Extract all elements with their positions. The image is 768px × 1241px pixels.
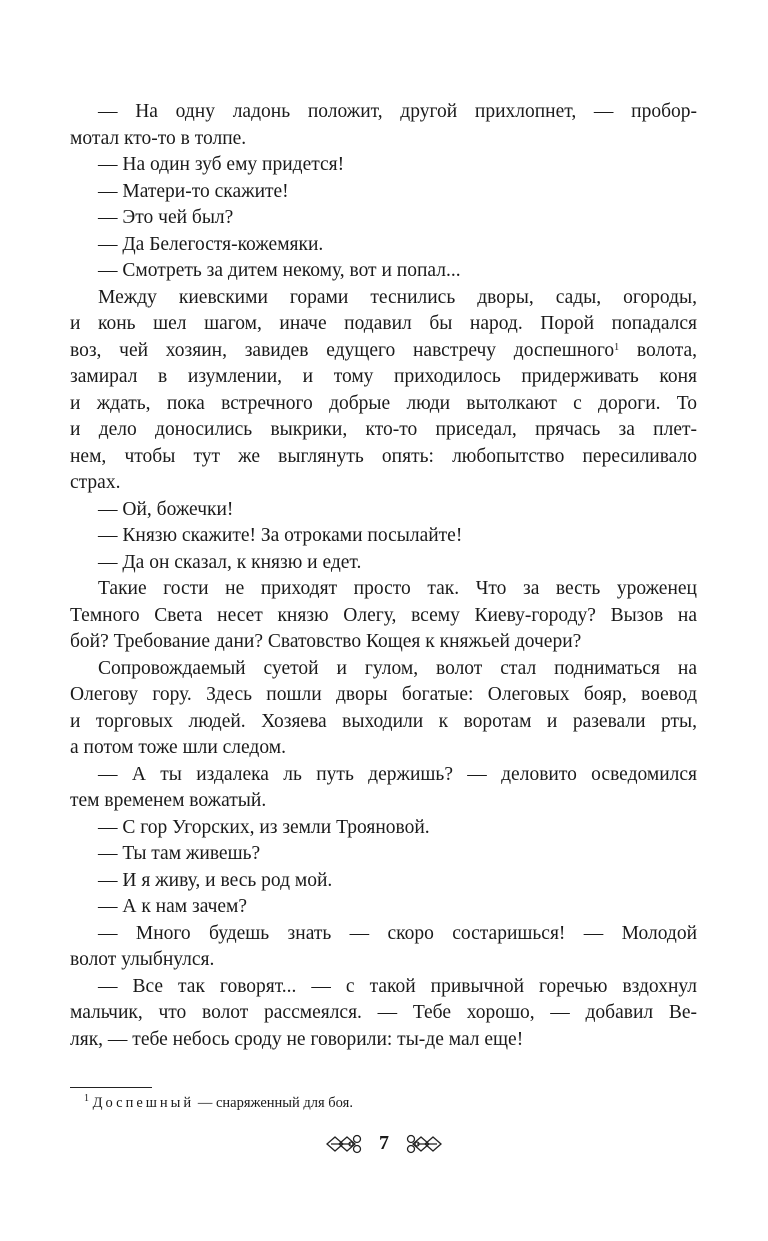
text-line-content: — На один зуб ему придется! [98,154,345,175]
text-line-content: мотал кто-то в толпе. [70,127,247,149]
text-line [70,205,697,232]
text-line [70,417,697,444]
text-line-content: — Все так говорят... — с такой привычной горечью вздохнул [98,975,697,997]
text-line-content: — Это чей был? [98,207,234,228]
text-line-content: Такие гости не приходят просто так. Что за весть уроженец [98,578,697,599]
footnote [84,1095,353,1112]
text-line-content: тем временем вожатый. [70,790,267,811]
footnote-marker: 1 [84,1093,89,1104]
text-line [70,1027,697,1054]
text-line-content: ляк, — тебе небось сроду не говорили: ты-де мал еще! [70,1028,524,1050]
text-line [70,603,697,630]
text-line-content: и конь шел шагом, иначе подавил бы народ. Порой попадался [70,313,697,334]
text-line-content: — Ой, божечки! [98,498,234,520]
text-line [70,99,697,126]
text-line-content: — Да он сказал, к князю и едет. [98,551,362,573]
text-line [70,311,697,338]
text-line-content: мальчик, что волот рассмеялся. — Тебе хорошо, — добавил Ве- [70,1002,697,1023]
text-line-content: — А к нам зачем? [98,896,248,917]
text-line [70,762,697,789]
text-line [70,523,697,550]
text-line [70,497,697,524]
text-line-content: — Да Белегостя-кожемяки. [98,233,324,255]
text-line-content: — Много будешь знать — скоро состаришься! — Молодой [98,922,697,944]
text-line [70,1000,697,1027]
footnote-definition: — снаряженный для боя. [194,1095,353,1111]
text-line-content: нем, чтобы тут же выглянуть опять: любопытство пересиливало [70,445,697,467]
text-line [70,629,697,656]
text-line [70,391,697,418]
text-line [70,815,697,842]
ornament-right-icon [403,1133,443,1155]
text-line-content: и дело доносились выкрики, кто-то приседал, прячась за плет- [70,419,697,440]
body-text [70,99,697,1053]
footnote-divider [70,1087,152,1088]
text-line [70,868,697,895]
text-line-content: страх. [70,472,121,493]
text-line [70,921,697,948]
text-line-content: воз, чей хозяин, завидев едущего навстречу доспешного [70,339,615,361]
text-line [70,735,697,762]
text-line [70,841,697,868]
text-line-content: — Ты там живешь? [98,843,261,864]
text-line [70,947,697,974]
text-line-content: Между киевскими горами теснились дворы, сады, огороды, [98,286,697,308]
text-line [70,258,697,285]
text-line [70,894,697,921]
text-line [70,285,697,312]
text-line-content: а потом тоже шли следом. [70,737,286,758]
text-line-content: — На одну ладонь положит, другой прихлопнет, — пробор- [98,101,697,122]
text-line [70,656,697,683]
text-line-content: — Матери-то скажите! [98,180,289,202]
text-line [70,550,697,577]
text-line [70,179,697,206]
ornament-left-icon [325,1133,365,1155]
page-number: 7 [379,1132,389,1154]
text-line [70,364,697,391]
footnote-term: Доспешный [92,1095,195,1111]
text-line-content: — А ты издалека ль путь держишь? — деловито осведомился [98,763,697,785]
text-line-content: и ждать, пока встречного добрые люди вытолкают с дороги. То [70,392,697,414]
text-line [70,126,697,153]
text-line [70,338,697,365]
text-line-content: — С гор Угорских, из земли Трояновой. [98,816,430,838]
text-line [70,152,697,179]
text-line-content: Темного Света несет князю Олегу, всему Киеву-городу? Вызов на [70,604,697,626]
text-line-content: — И я живу, и весь род мой. [98,869,333,891]
text-line [70,470,697,497]
text-line-content: — Князю скажите! За отроками посылайте! [98,525,463,546]
text-line [70,444,697,471]
text-line [70,576,697,603]
text-line [70,232,697,259]
text-line-content: бой? Требование дани? Сватовство Кощея к княжьей дочери? [70,631,582,652]
text-line-continuation: волота, [619,339,697,361]
text-line-content: Сопровождаемый суетой и гулом, волот стал подниматься на [98,657,697,679]
footnote-reference[interactable]: 1 [614,341,620,353]
text-line [70,974,697,1001]
text-line [70,788,697,815]
text-line-content: замирал в изумлении, и тому приходилось придерживать коня [70,366,697,387]
text-line-content: Олегову гору. Здесь пошли дворы богатые: Олеговых бояр, воевод [70,684,697,705]
text-line [70,682,697,709]
page-footer [0,1132,768,1155]
text-line [70,709,697,736]
text-line-content: — Смотреть за дитем некому, вот и попал... [98,260,461,281]
text-line-content: волот улыбнулся. [70,949,215,970]
text-line-content: и торговых людей. Хозяева выходили к воротам и разевали рты, [70,710,697,732]
